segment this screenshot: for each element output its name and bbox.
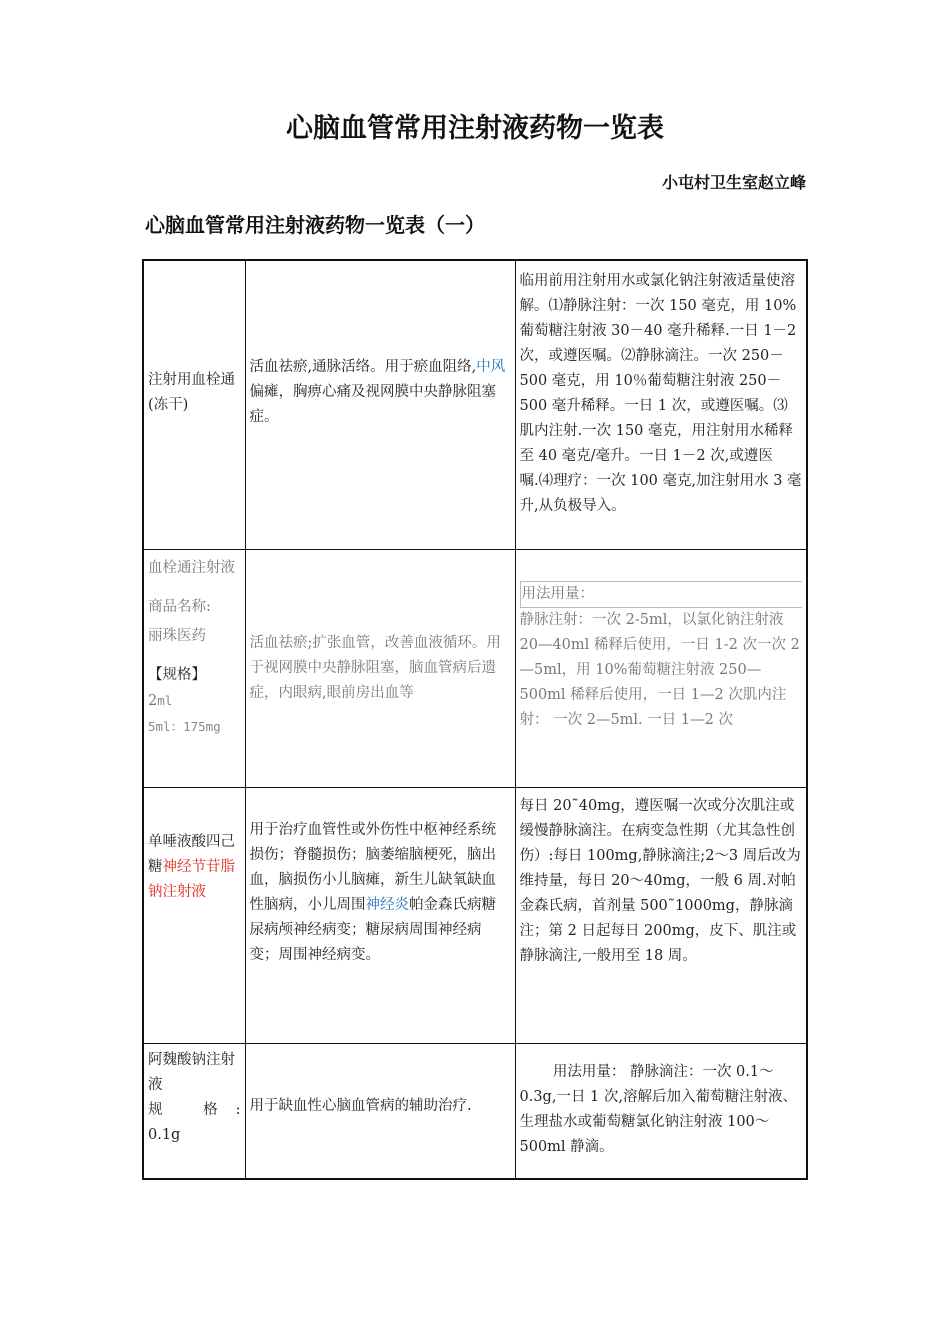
indication-text-part: 用于治疗血管性或外伤性中枢神经系统损伤；脊髓损伤；脑萎缩脑梗死，脑出血，脑损伤小儿脑瘫，新生儿缺氧缺血性脑病，小儿周围 — [249, 821, 496, 913]
spec-label: 规 格: — [148, 1101, 241, 1118]
drug-name-part: 单唾液酸四己糖 — [148, 833, 235, 875]
indication-text — [250, 355, 511, 430]
drug-name-cell — [143, 260, 245, 549]
table-row — [143, 549, 807, 787]
indication-cell — [245, 1043, 515, 1179]
indication-text: 活血祛瘀;扩张血管，改善血液循环。用于视网膜中央静脉阻塞，脑血管病后遗症，内眼病,眼前房出血等 — [249, 634, 501, 701]
usage-text: 每日 20˜40mg，遵医嘱一次或分次肌注或缓慢静脉滴注。在病变急性期（尤其急性创伤）:每日 100mg,静脉滴注;2～3 周后改为维持量，每日 20～40mg，一般 6 周.对帕金森氏病，首剂量 500˜1000mg，静脉滴注；第 2 日起每日 200mg，皮下、肌注或静脉滴注,一般用至 18 周。 — [519, 797, 801, 964]
indication-text-part: 活血祛瘀,通脉活络。用于瘀血阻络, — [249, 359, 477, 376]
indication-text-part: 帕金森氏病糖尿病颅神经病变；糖尿病周围神经病变；周围神经病变。 — [249, 896, 496, 963]
indication-text: 用于缺血性心脑血管病的辅助治疗. — [249, 1098, 472, 1115]
indication-text — [250, 818, 511, 968]
indication-cell — [245, 260, 515, 549]
table-row — [143, 260, 807, 549]
table-row — [143, 1043, 807, 1179]
neuritis-link[interactable]: 神经炎 — [365, 896, 409, 913]
usage-text: 用法用量： 静脉滴注：一次 0.1～0.3g,一日 1 次,溶解后加入葡萄糖注射液、生理盐水或葡萄糖氯化钠注射液 100～500ml 静滴。 — [519, 1063, 798, 1155]
usage-text: 静脉注射：一次 2-5ml，以氯化钠注射液 20—40ml 稀释后使用，一日 1-2 次一次 2—5ml，用 10%葡萄糖注射液 250—500ml 稀释后使用，一日 1—2 次肌内注射： 一次 2—5ml. 一日 1—2 次 — [519, 611, 800, 728]
trade-name-label: 商品名称: — [148, 598, 211, 615]
drug-name: 血栓通注射液 — [148, 559, 235, 576]
spec-line-1 — [148, 688, 241, 714]
usage-heading: 用法用量： — [520, 581, 803, 608]
spec-value: 0.1g — [148, 1126, 181, 1143]
drug-name — [148, 830, 241, 905]
indication-text-part: 偏瘫，胸痹心痛及视网膜中央静脉阻塞症。 — [249, 384, 496, 426]
trade-name: 丽珠医药 — [148, 627, 206, 644]
drug-name-cell — [143, 1043, 245, 1179]
spec-prefix: 2 — [148, 692, 158, 709]
drug-name-highlight: 神经节苷脂钠注射液 — [148, 858, 235, 900]
spec-label: 【规格】 — [148, 666, 206, 683]
drug-name-cell — [143, 549, 245, 787]
page-title: 心脑血管常用注射液药物一览表 — [286, 113, 664, 144]
spec-line-2: 5ml：175mg — [148, 718, 221, 734]
drug-name: 阿魏酸钠注射液 — [148, 1051, 235, 1093]
table-heading: 心脑血管常用注射液药物一览表（一） — [145, 213, 485, 237]
author-line: 小屯村卫生室赵立峰 — [661, 173, 806, 192]
drug-table — [142, 259, 808, 1180]
indication-cell — [245, 787, 515, 1043]
usage-cell — [515, 1043, 807, 1179]
usage-cell — [515, 549, 807, 787]
usage-cell — [515, 787, 807, 1043]
usage-cell — [515, 260, 807, 549]
table-row — [143, 787, 807, 1043]
drug-name-cell — [143, 787, 245, 1043]
usage-text: 临用前用注射用水或氯化钠注射液适量使溶解。⑴静脉注射：一次 150 毫克，用 10%葡萄糖注射液 30－40 毫升稀释.一日 1－2 次，或遵医嘱。⑵静脉滴注。一次 250－500 毫克，用 10％葡萄糖注射液 250－500 毫升稀释。一日 1 次，或遵医嘱。⑶肌内注射.一次 150 毫克，用注射用水稀释至 40 毫克/毫升。一日 1－2 次,或遵医嘱.⑷理疗：一次 100 毫克,加注射用水 3 毫升,从负极导入。 — [519, 273, 802, 514]
indication-cell — [245, 549, 515, 787]
stroke-link[interactable]: 中风 — [476, 359, 506, 376]
drug-name: 注射用血栓通(冻干) — [148, 371, 235, 413]
spec-unit: ml — [157, 692, 173, 708]
